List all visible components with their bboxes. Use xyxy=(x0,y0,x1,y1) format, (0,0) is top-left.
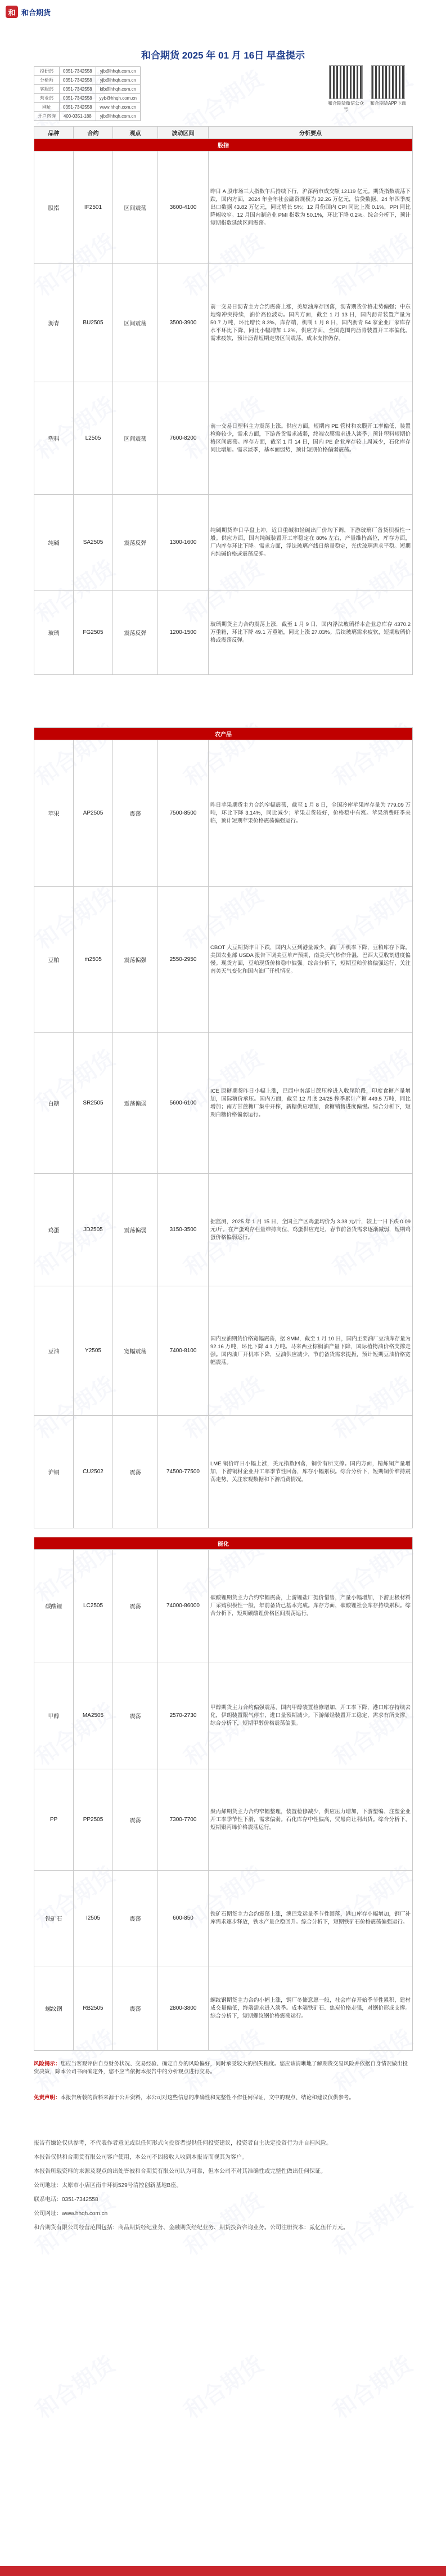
contact-email: www.hhqh.com.cn xyxy=(96,103,140,112)
cell-name: 沥青 xyxy=(34,264,74,382)
table-row xyxy=(34,1769,413,1871)
cell-contract: Y2505 xyxy=(74,1286,113,1416)
table-row xyxy=(34,740,413,887)
cell-text: 据监测，2025 年 1 月 15 日，全国主产区鸡蛋均价为 3.38 元/斤，较上一日下跌 0.09 元/斤。在产蛋鸡存栏量维持高位，鸡蛋供应充足，春节前备货需求逐渐减弱，短期鸡蛋价格偏弱运行。 xyxy=(209,1174,413,1286)
contact-row xyxy=(34,76,141,85)
cell-contract: I2505 xyxy=(74,1871,113,1966)
cell-range: 3150-3500 xyxy=(158,1174,209,1286)
cell-name: 塑料 xyxy=(34,382,74,495)
disclaimer-block xyxy=(34,2139,412,2238)
cell-contract: SA2505 xyxy=(74,495,113,591)
chem-table xyxy=(34,1537,413,2051)
brand-name: 和合期货 xyxy=(21,8,51,17)
footer-bar xyxy=(0,2566,446,2576)
contact-row xyxy=(34,94,141,103)
cell-name: 螺纹钢 xyxy=(34,1966,74,2051)
exempt-text: 本报告所载的资料来源于公开资料，本公司对这些信息的准确性和完整性不作任何保证，文中的观点、结论和建议仅供参考。 xyxy=(60,2095,355,2101)
contact-email: yjb@hhqh.com.cn xyxy=(96,76,140,85)
category-label: 农产品 xyxy=(34,728,413,740)
table-row xyxy=(34,1966,413,2051)
cell-name: 纯碱 xyxy=(34,495,74,591)
cell-range: 74000-86000 xyxy=(158,1550,209,1662)
page-title: 和合期货 2025 年 01 月 16日 早盘提示 xyxy=(141,50,305,61)
cell-view: 震荡反弹 xyxy=(113,495,158,591)
table-header xyxy=(34,127,413,139)
table-row xyxy=(34,1416,413,1528)
contact-email: kfb@hhqh.com.cn xyxy=(96,85,140,94)
cell-name: 甲醇 xyxy=(34,1662,74,1769)
qr-label-wechat: 和合期货微信公众号 xyxy=(328,101,364,112)
cell-text: 国内豆油期货价格宽幅震荡，据 SMM，截至 1 月 10 日，国内主要油厂豆油库存量为 92.16 万吨，环比下降 4.1 万吨。马来西亚棕榈油产量下降，国际植物油价格支撑走强。国内油厂开机率下降，豆油供应减少，节前备货需求提振，预计短期豆油价格宽幅震荡。 xyxy=(209,1286,413,1416)
exempt-notice xyxy=(34,2094,412,2102)
watermark-row xyxy=(0,2370,446,2402)
cell-contract: IF2501 xyxy=(74,151,113,264)
cell-range: 1200-1500 xyxy=(158,591,209,675)
risk-label: 风险揭示： xyxy=(34,2061,61,2067)
cell-text: 甲醇期货主力合约偏强震荡，国内甲醇装置检修增加，开工率下降，港口库存持续去化，伊朗装置限气停车，进口量预期减少。下游烯烃装置开工稳定，需求有所支撑。综合分析下，短期甲醇价格震荡偏强。 xyxy=(209,1662,413,1769)
table-row xyxy=(34,591,413,675)
contact-phone: 0351-7342558 xyxy=(60,67,96,76)
cell-view: 宽幅震荡 xyxy=(113,1286,158,1416)
watermark-text xyxy=(326,2347,418,2425)
cell-contract: JD2505 xyxy=(74,1174,113,1286)
cell-name: 玻璃 xyxy=(34,591,74,675)
disclaimer-line: 联系电话：0351-7342558 xyxy=(34,2197,98,2203)
category-band xyxy=(34,728,413,740)
cell-name: 鸡蛋 xyxy=(34,1174,74,1286)
cell-range: 3500-3900 xyxy=(158,264,209,382)
risk-text: 您应当客观评估自身财务状况、交易经验、确定自身的风险偏好，同时承受较大的损失程度。您应该清晰地了解期货交易风险并依据自身情况做出投资决策，除本公司书面确定外，您不应当依据本报告中的分析观点进行交易。 xyxy=(34,2061,408,2075)
cell-view: 震荡 xyxy=(113,1416,158,1528)
cell-contract: FG2505 xyxy=(74,591,113,675)
cell-view: 震荡 xyxy=(113,740,158,887)
category-label: 股指 xyxy=(34,139,413,151)
cell-name: 豆粕 xyxy=(34,887,74,1033)
cell-range: 7600-8200 xyxy=(158,382,209,495)
cell-name: 豆油 xyxy=(34,1286,74,1416)
contact-phone: 400-0351-188 xyxy=(60,112,96,121)
cell-name: 沪铜 xyxy=(34,1416,74,1528)
cell-range: 74500-77500 xyxy=(158,1416,209,1528)
watermark-text xyxy=(28,2347,120,2425)
risk-notice xyxy=(34,2060,412,2076)
cell-name: 苹果 xyxy=(34,740,74,887)
cell-text: 前一交易日塑料主力震荡上涨。供应方面，短期内 PE 管材和农膜开工率偏低，装置检修较少，需求方面，下游备货需求减弱，终端农膜需求进入淡季，预计塑料短期价格区间震荡。库存方面，截至 1 月 14 日，国内 PE 企业库存较上周减少，石化库存同比增加。需求淡季，基本面弱势，预计短期价格偏弱震荡。 xyxy=(209,382,413,495)
contact-email: yjb@hhqh.com.cn xyxy=(96,112,140,121)
table-row xyxy=(34,1871,413,1966)
wechat-qr-code xyxy=(329,65,363,99)
cell-name: 白糖 xyxy=(34,1033,74,1174)
logo-icon: 和 xyxy=(6,6,18,18)
disclaimer-line: 本报告仅供和合期货有限公司客户使用，本公司不因接收人收到本报告而视其为客户。 xyxy=(34,2154,247,2161)
qr-label-app: 和合期货APP下载 xyxy=(370,101,406,106)
table-row xyxy=(34,151,413,264)
cell-contract: AP2505 xyxy=(74,740,113,887)
contact-row xyxy=(34,103,141,112)
cell-contract: m2505 xyxy=(74,887,113,1033)
exempt-label: 免责声明： xyxy=(34,2095,61,2101)
disclaimer-line: 公司地址：太原市小店区南中环街529号清控创新基地B座。 xyxy=(34,2183,182,2189)
contact-row xyxy=(34,112,141,121)
cell-view: 震荡 xyxy=(113,1550,158,1662)
contact-table xyxy=(34,66,141,121)
cell-contract: CU2502 xyxy=(74,1416,113,1528)
table-row xyxy=(34,887,413,1033)
contact-row xyxy=(34,85,141,94)
cell-name: 股指 xyxy=(34,151,74,264)
header xyxy=(0,0,446,25)
cell-text: 昨日 A 股市场三大指数午后持续下行，沪深两市成交额 12119 亿元。期货指数震荡下跌，国内方面，2024 年全年社会融资规模为 32.26 万亿元，信贷数据、24 年四季度出口数据 43.82 万亿元，同比增长 5%；12 月份国内 CPI 同比上涨 0.1%，PPI 同比降幅收窄。12 月国内制造业 PMI 指数为 50.1%，环比下降 0.2%。综合分析下，预计短期指数延续区间震荡。 xyxy=(209,151,413,264)
finance-table xyxy=(34,126,413,675)
header-cell: 波动区间 xyxy=(158,127,209,139)
cell-view: 震荡偏强 xyxy=(113,887,158,1033)
cell-view: 震荡 xyxy=(113,1662,158,1769)
contact-email: yjb@hhqh.com.cn xyxy=(96,67,140,76)
contact-name: 营业部 xyxy=(34,94,60,103)
table-row xyxy=(34,1033,413,1174)
cell-view: 震荡偏弱 xyxy=(113,1174,158,1286)
disclaimer-line: 公司网址：www.hhqh.com.cn xyxy=(34,2211,108,2217)
category-band xyxy=(34,139,413,151)
cell-text: 纯碱期货昨日早盘上冲，近日重碱和轻碱出厂价均下调，下游玻璃厂备货积极性一般。供应方面，国内纯碱装置开工率稳定在 80% 左右，产量维持高位，库存方面，厂内库存环比下降。需求方面，浮法玻璃产线日熔量稳定，光伏玻璃需求平稳。短期内纯碱价格或震荡反弹。 xyxy=(209,495,413,591)
cell-range: 1300-1600 xyxy=(158,495,209,591)
cell-contract: RB2505 xyxy=(74,1966,113,2051)
header-cell: 观点 xyxy=(113,127,158,139)
cell-text: 玻璃期货主力合约震荡上涨，截至 1 月 9 日，国内浮法玻璃样本企业总库存 4370.2 万重箱，环比下降 49.1 万重箱，同比上涨 27.03%。后续玻璃需求疲软，短期玻璃价格或震荡反弹。 xyxy=(209,591,413,675)
category-band xyxy=(34,1537,413,1550)
table-row xyxy=(34,264,413,382)
cell-text: 螺纹钢期货主力合约小幅上涨，钢厂冬储意愿一般，社会库存开始季节性累积，建材成交量偏低，终端需求进入淡季。成本端铁矿石、焦炭价格走强，对钢价形成支撑。综合分析下，短期螺纹钢价格震荡运行。 xyxy=(209,1966,413,2051)
cell-text: CBOT 大豆期货昨日下跌，国内大豆到港量减少，油厂开机率下降，豆粕库存下降。美国农业部 USDA 报告下调美豆单产预期，南美天气炒作升温，巴西大豆收割进度偏慢。现货方面，豆粕现货价格稳中偏强。综合分析下，短期豆粕价格偏强运行，关注南美天气变化和国内油厂开机情况。 xyxy=(209,887,413,1033)
table-row xyxy=(34,495,413,591)
category-label: 能化 xyxy=(34,1537,413,1550)
table-row xyxy=(34,382,413,495)
cell-range: 7500-8500 xyxy=(158,740,209,887)
contact-email: yyb@hhqh.com.cn xyxy=(96,94,140,103)
cell-view: 区间震荡 xyxy=(113,151,158,264)
disclaimer-line: 报告有嫌论仅供参考，不代表作者意见或以任何形式向投资者提供任何投资建议，投资者自主决定投资行为并自担风险。 xyxy=(34,2140,332,2146)
watermark-text xyxy=(177,2347,269,2425)
cell-range: 5600-6100 xyxy=(158,1033,209,1174)
contact-name: 网址 xyxy=(34,103,60,112)
header-cell: 合约 xyxy=(74,127,113,139)
contact-phone: 0351-7342558 xyxy=(60,103,96,112)
header-cell: 品种 xyxy=(34,127,74,139)
contact-name: 客服部 xyxy=(34,85,60,94)
cell-text: 铁矿石期货主力合约震荡上涨，澳巴发运量季节性回落，港口库存小幅增加，钢厂补库需求逐步释放，铁水产量企稳回升。综合分析下，短期铁矿石价格震荡偏强运行。 xyxy=(209,1871,413,1966)
cell-range: 2550-2950 xyxy=(158,887,209,1033)
cell-text: 前一交易日沥青主力合约震荡上涨，美原油库存回落，沥青期货价格走势偏强；中东地缘冲突持续，油价高位波动。国内方面，截至 1 月 13 日，国内沥青装置产量为 50.7 万吨，环比增长 8.3%，库存端，机制 1 月 8 日，国内沥青 54 家企业厂家库存水平环比下降，同比小幅增加 1.2%，供应方面，全国范围内沥青装置开工率偏低。需求疲软，预计沥青短期走势区间震荡，成本支撑仍存。 xyxy=(209,264,413,382)
cell-view: 震荡反弹 xyxy=(113,591,158,675)
cell-range: 2800-3800 xyxy=(158,1966,209,2051)
cell-view: 震荡 xyxy=(113,1966,158,2051)
cell-contract: MA2505 xyxy=(74,1662,113,1769)
cell-view: 区间震荡 xyxy=(113,264,158,382)
cell-range: 2570-2730 xyxy=(158,1662,209,1769)
app-qr-code xyxy=(371,65,405,99)
table-row xyxy=(34,1550,413,1662)
cell-contract: BU2505 xyxy=(74,264,113,382)
agri-table xyxy=(34,727,413,1528)
contact-name: 分析师 xyxy=(34,76,60,85)
cell-text: ICE 原糖期货昨日小幅上涨，巴西中南部甘蔗压榨进入收尾阶段，印度食糖产量增加，国际糖价承压。国内方面，截至 12 月底 24/25 榨季累计产糖 449.5 万吨，同比增加；南方甘蔗糖厂集中开榨，新糖供应增加，食糖销售进度偏慢。综合分析下，短期白糖价格偏弱运行。 xyxy=(209,1033,413,1174)
cell-view: 震荡偏弱 xyxy=(113,1033,158,1174)
cell-view: 震荡 xyxy=(113,1871,158,1966)
cell-text: 聚丙烯期货主力合约窄幅整理，装置检修减少，供应压力增加，下游塑编、注塑企业开工率季节性下滑，需求偏弱。石化库存中性偏高，贸易商让利出货。综合分析下，短期聚丙烯价格震荡运行。 xyxy=(209,1769,413,1871)
table-row xyxy=(34,1174,413,1286)
contact-phone: 0351-7342558 xyxy=(60,85,96,94)
table-row xyxy=(34,1286,413,1416)
disclaimer-line: 本报告所载资料的来源及观点的出处皆被和合期货有限公司认为可靠，但本公司不对其准确性或完整性做出任何保证。 xyxy=(34,2168,326,2175)
cell-text: 碳酸锂期货主力合约窄幅震荡，上游锂盐厂挺价惜售，产量小幅增加，下游正极材料厂采购积极性一般，年前备货已基本完成。库存方面，碳酸锂社会库存持续累积。综合分析下，短期碳酸锂价格区间震荡运行。 xyxy=(209,1550,413,1662)
contact-name: 开户咨询 xyxy=(34,112,60,121)
contact-phone: 0351-7342558 xyxy=(60,94,96,103)
cell-text: LME 铜价昨日小幅上涨，美元指数回落，铜价有所支撑。国内方面，精炼铜产量增加，下游铜材企业开工率季节性回落，库存小幅累积。综合分析下，短期铜价维持震荡走势，关注宏观数据和下游消费情况。 xyxy=(209,1416,413,1528)
cell-range: 600-850 xyxy=(158,1871,209,1966)
cell-range: 7300-7700 xyxy=(158,1769,209,1871)
header-cell: 分析要点 xyxy=(209,127,413,139)
cell-view: 区间震荡 xyxy=(113,382,158,495)
cell-contract: SR2505 xyxy=(74,1033,113,1174)
cell-range: 3600-4100 xyxy=(158,151,209,264)
cell-range: 7400-8100 xyxy=(158,1286,209,1416)
cell-name: 铁矿石 xyxy=(34,1871,74,1966)
cell-name: PP xyxy=(34,1769,74,1871)
brand-logo xyxy=(6,6,51,18)
contact-row xyxy=(34,67,141,76)
cell-name: 碳酸锂 xyxy=(34,1550,74,1662)
cell-contract: L2505 xyxy=(74,382,113,495)
cell-contract: PP2505 xyxy=(74,1769,113,1871)
table-row xyxy=(34,1662,413,1769)
cell-contract: LC2505 xyxy=(74,1550,113,1662)
contact-phone: 0351-7342558 xyxy=(60,76,96,85)
disclaimer-line: 和合期货有限公司经营范围包括：商品期货经纪业务、金融期货经纪业务、期货投资咨询业务。公司注册资本：贰亿伍仟万元。 xyxy=(34,2225,349,2231)
cell-view: 震荡 xyxy=(113,1769,158,1871)
cell-text: 昨日苹果期货主力合约窄幅震荡，截至 1 月 8 日，全国冷库苹果库存量为 779.09 万吨，环比下降 3.14%，同比减少；苹果走货较好，价格稳中有涨。苹果消费旺季来临，预计短期苹果价格震荡偏强运行。 xyxy=(209,740,413,887)
contact-name: 投研部 xyxy=(34,67,60,76)
